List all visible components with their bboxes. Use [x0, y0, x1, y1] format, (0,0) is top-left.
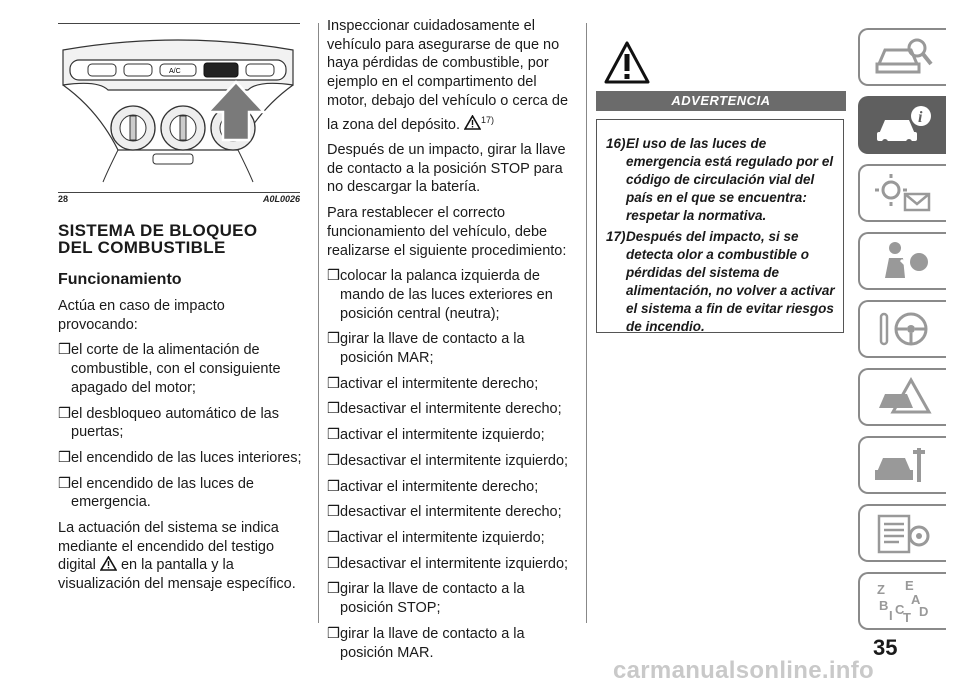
- svg-text:i: i: [918, 109, 923, 126]
- index-letter: A: [911, 592, 921, 607]
- list-item-text: girar la llave de contacto a la posición STOP;: [340, 581, 525, 617]
- figure-caption-rule: [58, 192, 300, 193]
- intro-text: Actúa en caso de impacto provocando:: [58, 298, 225, 333]
- column-divider-1: [318, 23, 319, 623]
- index-letter: D: [919, 604, 929, 619]
- bullet-icon: ❒: [327, 625, 340, 642]
- list-item: [327, 529, 579, 548]
- list-item-text: activar el intermitente derecho;: [340, 478, 539, 495]
- warning-exclamation-icon: [604, 40, 650, 86]
- warning-item-text: El uso de las luces de emergencia está regulado por el código de circulación vial del país en el que se encuentra: respetar la normativa.: [626, 136, 834, 223]
- warning-header: ADVERTENCIA: [596, 91, 846, 111]
- list-item: [58, 475, 308, 512]
- paragraph-inspect-text: Inspeccionar cuidadosamente el vehículo para asegurarse de que no haya pérdidas de combustible, por ejemplo en el compartimento del motor, debajo del vehículo o cerca de la zona del depósito.: [327, 18, 569, 133]
- section-title: [58, 222, 257, 256]
- bullet-icon: ❒: [327, 478, 340, 495]
- tab-driving[interactable]: [858, 300, 946, 358]
- warning-content: [606, 135, 838, 339]
- list-item-text: girar la llave de contacto a la posición MAR.: [340, 625, 525, 661]
- index-letter: I: [889, 608, 893, 623]
- list-item-text: desactivar el intermitente izquierdo;: [340, 452, 569, 469]
- ac-label: A/C: [169, 68, 181, 75]
- list-item-text: girar la llave de contacto a la posición MAR;: [340, 331, 525, 367]
- list-item-text: colocar la palanca izquierda de mando de las luces exteriores en posición central (neutra);: [340, 268, 553, 322]
- index-letter: E: [905, 578, 914, 593]
- column-1-body: [58, 297, 308, 594]
- index-icon: [871, 578, 935, 624]
- paragraph-battery: Después de un impacto, girar la llave de contacto a la posición STOP para no descargar la batería.: [327, 142, 566, 196]
- subsection-title: Funcionamiento: [58, 271, 182, 288]
- bullet-icon: ❒: [327, 581, 340, 598]
- list-item: [327, 375, 579, 394]
- bullet-icon: ❒: [327, 555, 340, 572]
- index-letter: C: [895, 602, 905, 617]
- bullet-icon: ❒: [327, 530, 340, 546]
- warning-item: [606, 135, 838, 225]
- warning-lights-icon: [871, 170, 935, 216]
- list-item-text: desactivar el intermitente izquierdo;: [340, 555, 569, 572]
- page-number: 35: [873, 635, 898, 660]
- column-divider-2: [586, 23, 587, 623]
- tab-safety[interactable]: [858, 232, 946, 290]
- bullet-icon: ❒: [327, 401, 340, 418]
- maintenance-icon: [871, 442, 935, 488]
- warning-item-number: 16): [606, 136, 626, 151]
- warning-item: [606, 228, 838, 336]
- tab-technical-data[interactable]: [858, 504, 946, 562]
- bullet-icon: ❒: [58, 449, 71, 466]
- list-item-text: el desbloqueo automático de las puertas;: [71, 405, 279, 441]
- bullet-icon: ❒: [58, 342, 71, 359]
- list-item-text: desactivar el intermitente derecho;: [340, 504, 562, 521]
- list-item: [327, 625, 579, 662]
- figure-code: A0L0026: [262, 194, 300, 204]
- warning-triangle-icon: [100, 556, 117, 571]
- warning-triangle-icon: [464, 115, 481, 130]
- section-title-line2: DEL COMBUSTIBLE: [58, 238, 226, 257]
- warning-reference: 17): [481, 114, 495, 125]
- warning-item-text: Después del impacto, si se detecta olor a combustible o pérdidas del sistema de alimentación, no volver a activar el sistema a fin de evitar riesgos de incendio.: [626, 229, 835, 334]
- section-title-line1: SISTEMA DE BLOQUEO: [58, 221, 258, 240]
- figure-number: 28: [58, 194, 69, 204]
- closing-text-part2: en la pantalla y la visualización del mensaje específico.: [58, 557, 296, 593]
- tab-dashboard[interactable]: [858, 28, 946, 86]
- list-item: [327, 267, 579, 323]
- list-item-text: el encendido de las luces de emergencia.: [71, 475, 254, 511]
- paragraph-procedure: Para restablecer el correcto funcionamiento del vehículo, debe realizarse el siguiente procedimiento:: [327, 205, 567, 259]
- list-item-text: activar el intermitente izquierdo;: [340, 530, 545, 546]
- list-item: [327, 555, 579, 574]
- bullet-icon: ❒: [327, 504, 340, 521]
- list-item: [58, 341, 308, 397]
- tab-maintenance[interactable]: [858, 436, 946, 494]
- driving-icon: [871, 306, 935, 352]
- chapter-tabs: [858, 28, 946, 640]
- safety-icon: [871, 238, 935, 284]
- index-letter: Z: [877, 582, 885, 597]
- list-item: [327, 330, 579, 367]
- list-item: [58, 405, 308, 442]
- closing-text-part1: La actuación del sistema se indica mediante el encendido del testigo digital: [58, 520, 279, 574]
- list-item: [327, 452, 579, 471]
- emergency-icon: [871, 374, 935, 420]
- bullet-icon: ❒: [327, 375, 340, 392]
- watermark: carmanualsonline.info: [613, 657, 875, 684]
- bullet-icon: ❒: [327, 331, 340, 348]
- tab-warning-lights[interactable]: [858, 164, 946, 222]
- figure-caption: [58, 194, 300, 204]
- index-letter: B: [879, 598, 889, 613]
- technical-data-icon: [871, 510, 935, 556]
- list-item: [327, 400, 579, 419]
- list-item-text: el corte de la alimentación de combustible, con el consiguiente apagado del motor;: [71, 342, 281, 396]
- tab-car-info[interactable]: [858, 96, 946, 154]
- list-item: [327, 478, 579, 497]
- paragraph-inspect: [327, 17, 579, 134]
- bullet-icon: ❒: [327, 268, 340, 285]
- list-item-text: activar el intermitente izquierdo;: [340, 427, 545, 444]
- warning-item-number: 17): [606, 229, 626, 244]
- list-item-text: el encendido de las luces interiores;: [71, 449, 302, 466]
- tab-emergency[interactable]: [858, 368, 946, 426]
- list-item-text: desactivar el intermitente derecho;: [340, 401, 562, 418]
- car-info-icon: [871, 102, 935, 148]
- closing-text: [58, 519, 308, 594]
- bullet-icon: ❒: [327, 452, 340, 469]
- column-2-body: [327, 17, 579, 662]
- tab-index[interactable]: [858, 572, 946, 630]
- bullet-icon: ❒: [327, 427, 340, 444]
- bullet-icon: ❒: [58, 475, 71, 492]
- index-letter: T: [903, 610, 911, 624]
- bullet-icon: ❒: [58, 405, 71, 422]
- list-item: [327, 580, 579, 617]
- dashboard-icon: [871, 34, 935, 80]
- list-item: [58, 449, 308, 468]
- list-item: [327, 503, 579, 522]
- dashboard-panel-figure: [58, 30, 298, 185]
- list-item: [327, 426, 579, 445]
- figure-top-rule: [58, 23, 300, 24]
- list-item-text: activar el intermitente derecho;: [340, 375, 539, 392]
